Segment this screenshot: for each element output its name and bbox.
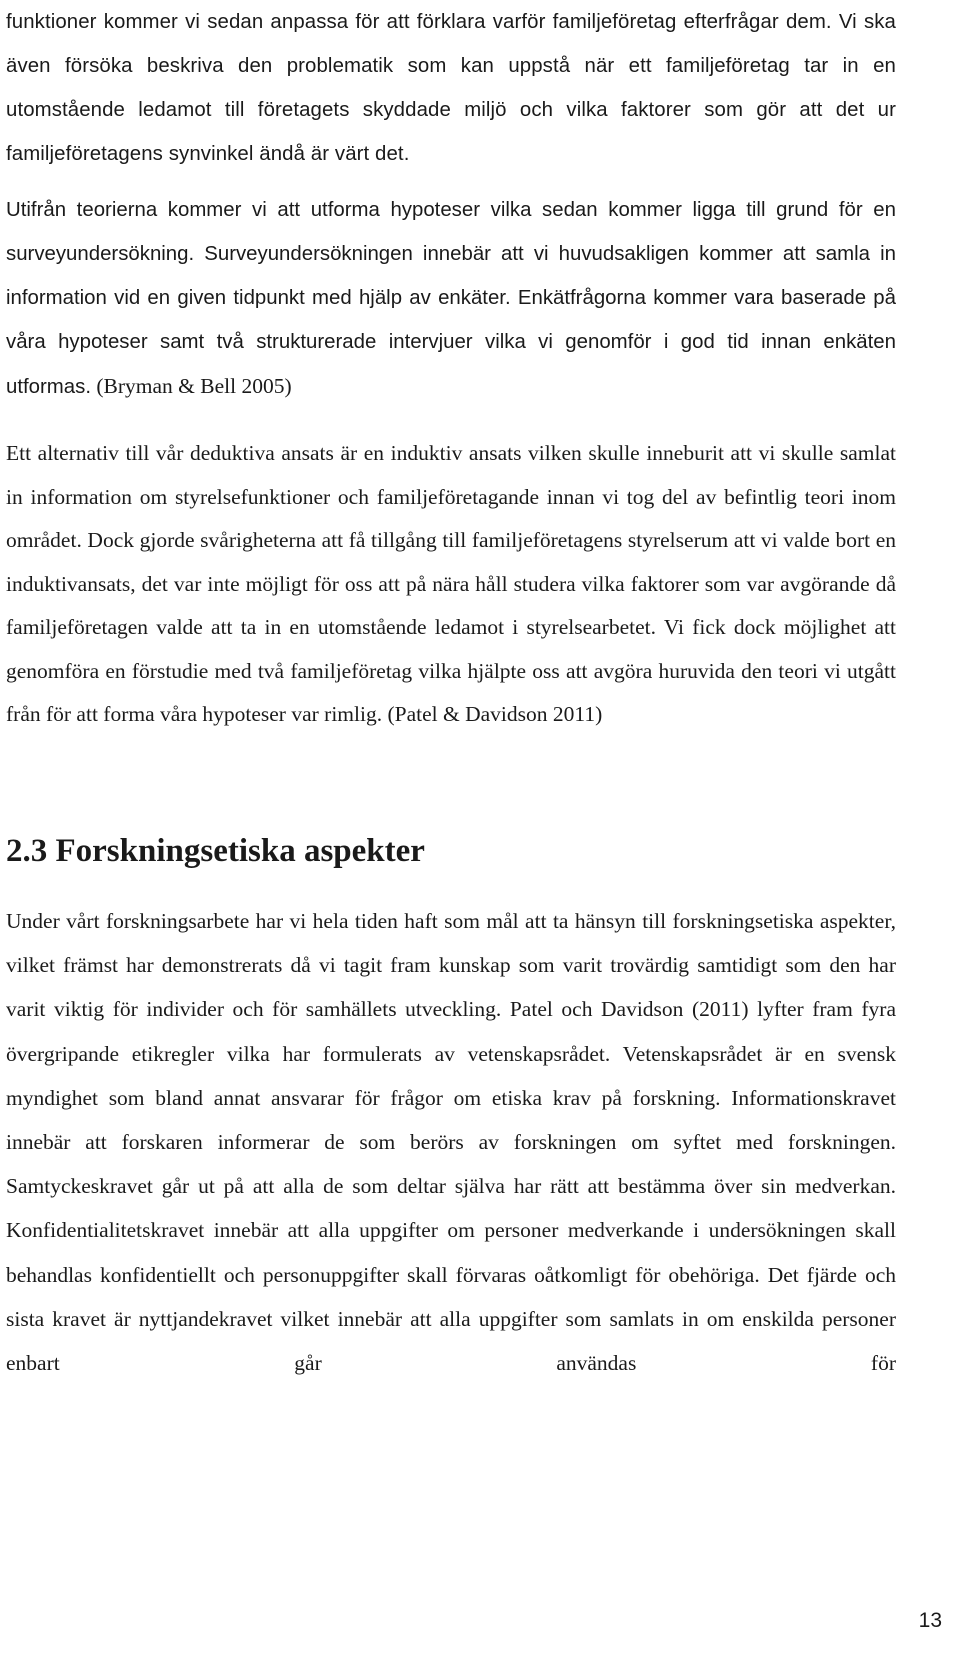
section-heading: 2.3 Forskningsetiska aspekter	[6, 833, 425, 869]
paragraph-research-ethics: Under vårt forskningsarbete har vi hela tiden haft som mål att ta hänsyn till forskningsetiska aspekter, vilket främst har demonstrerats då vi tagit fram kunskap som varit trovärdig samtidigt som den har varit viktig för individer och för samhällets utveckling. Patel och Davidson (2011) lyfter fram fyra övergripande etikregler vilka har formulerats av vetenskapsrådet. Vetenskapsrådet är en svensk myndighet som bland annat ansvarar för frågor om etiska krav på forskning. Informationskravet innebär att forskaren informerar de som berörs av forskningen om syftet med forskningen. Samtyckeskravet går ut på att alla de som deltar själva har rätt att bestämma över sin medverkan. Konfidentialitetskravet innebär att alla uppgifter om personer medverkande i undersökningen skall behandlas konfidentiellt och personuppgifter skall förvaras oåtkomligt för obehöriga. Det fjärde och sista kravet är nyttjandekravet vilket innebär att alla uppgifter som samlats in om enskilda personer enbart går användas för	[6, 909, 896, 1376]
paragraph-inductive-alternative: Ett alternativ till vår deduktiva ansats är en induktiv ansats vilken skulle inneburit att vi skulle samlat in information om styrelsefunktioner och familjeföretagande innan vi tog del av befintlig teori inom området. Dock gjorde svårigheterna att få tillgång till familjeföretagens styrelserum att vi valde bort en induktivansats, det var inte möjligt för oss att på nära håll studera vilka faktorer som var avgörande då familjeföretagen valde att ta in en utomstående ledamot i styrelsearbetet. Vi fick dock möjlighet att genomföra en förstudie med två familjeföretag vilka hjälpte oss att avgöra huruvida den teori vi utgått från för att forma våra hypoteser var rimlig. (Patel & Davidson 2011)	[6, 441, 896, 726]
page-number: 13	[918, 1609, 942, 1632]
paragraph-hypotheses	[6, 188, 896, 409]
paragraph-method-intro: funktioner kommer vi sedan anpassa för att förklara varför familjeföretag efterfrågar dem. Vi ska även försöka beskriva den problematik som kan uppstå när ett familjeföretag tar in en utomstående ledamot till företagets skyddade miljö och vilka faktorer som gör att det ur familjeföretagens synvinkel ändå är värt det.	[6, 11, 896, 165]
citation-bryman-bell: (Bryman & Bell 2005)	[91, 374, 292, 398]
paragraph-hypotheses-text: Utifrån teorierna kommer vi att utforma hypoteser vilka sedan kommer ligga till grund för en surveyundersökning. Surveyundersökningen innebär att vi huvudsakligen kommer att samla in information vid en given tidpunkt med hjälp av enkäter. Enkätfrågorna kommer vara baserade på våra hypoteser samt två strukturerade intervjuer vilka vi genomför i god tid innan enkäten utformas.	[6, 199, 896, 398]
